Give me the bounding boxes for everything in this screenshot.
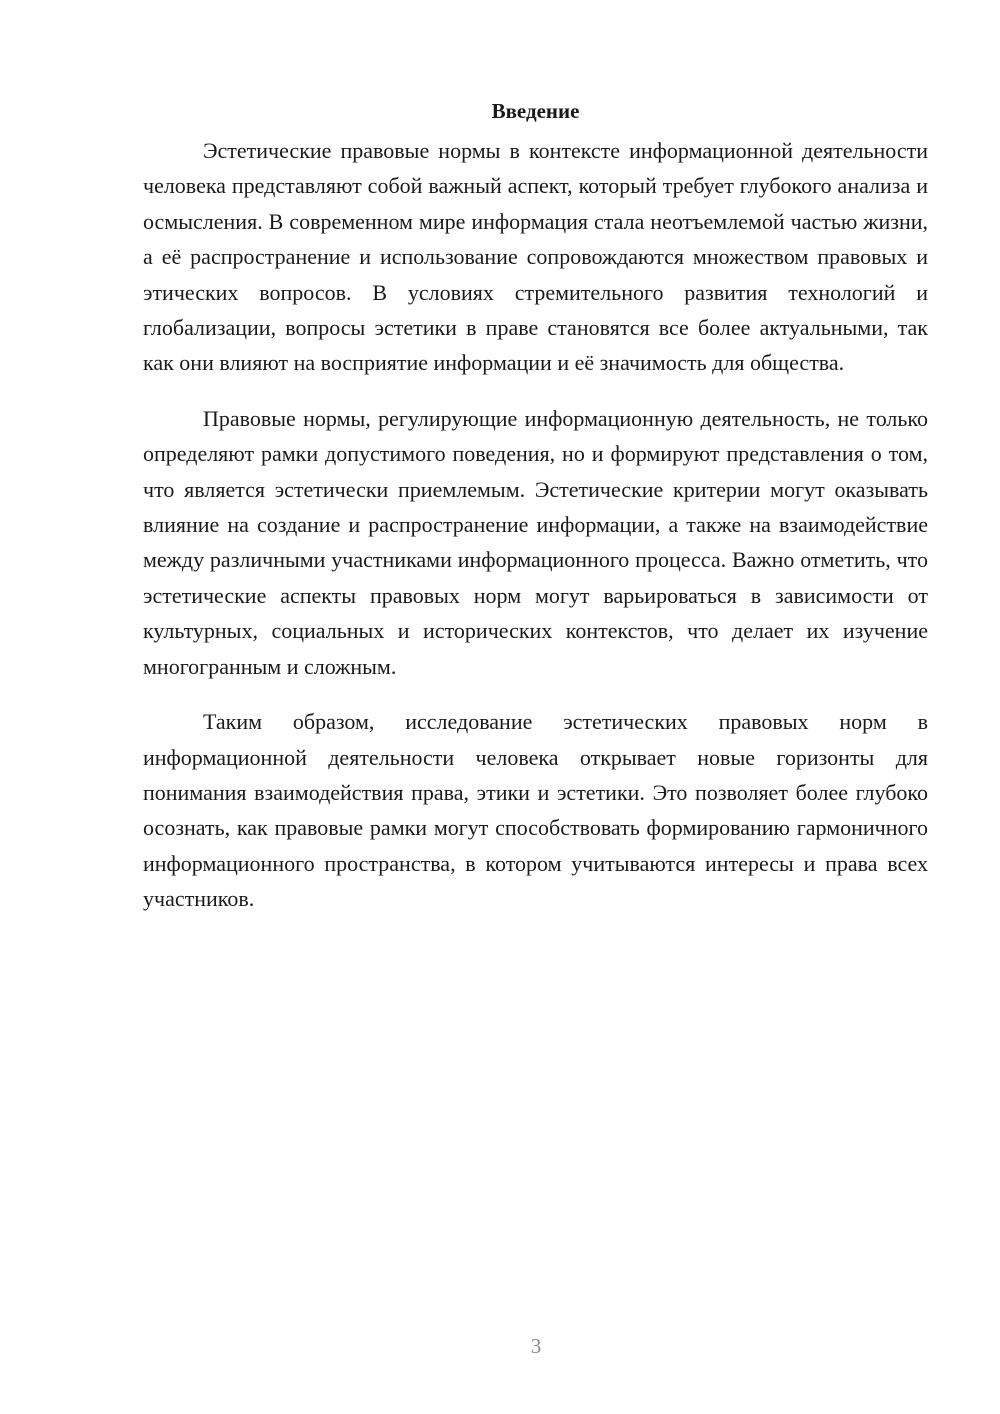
page-number: 3 (530, 1334, 542, 1358)
page-content (143, 97, 928, 937)
paragraph-2: Правовые нормы, регулирующие информационную деятельность, не только определяют рамки допустимого поведения, но и формируют представления о том, что является эстетически приемлемым. Эстетические критерии могут оказывать влияние на создание и распространение информации, а также на взаимодействие между различными участниками информационного процесса. Важно отметить, что эстетические аспекты правовых норм могут варьироваться в зависимости от культурных, социальных и исторических контекстов, что делает их изучение многогранным и сложным. (143, 405, 928, 679)
paragraph-1: Эстетические правовые нормы в контексте информационной деятельности человека представляют собой важный аспект, который требует глубокого анализа и осмысления. В современном мире информация стала неотъемлемой частью жизни, а её распространение и использование сопровождаются множеством правовых и этических вопросов. В условиях стремительного развития технологий и глобализации, вопросы эстетики в праве становятся все более актуальными, так как они влияют на восприятие информации и её значимость для общества. (143, 138, 928, 376)
section-heading: Введение (491, 99, 580, 123)
paragraph-3: Таким образом, исследование эстетических правовых норм в информационной деятельности человека открывает новые горизонты для понимания взаимодействия права, этики и эстетики. Это позволяет более глубоко осознать, как правовые рамки могут способствовать формированию гармоничного информационного пространства, в котором учитываются интересы и права всех участников. (143, 709, 928, 912)
